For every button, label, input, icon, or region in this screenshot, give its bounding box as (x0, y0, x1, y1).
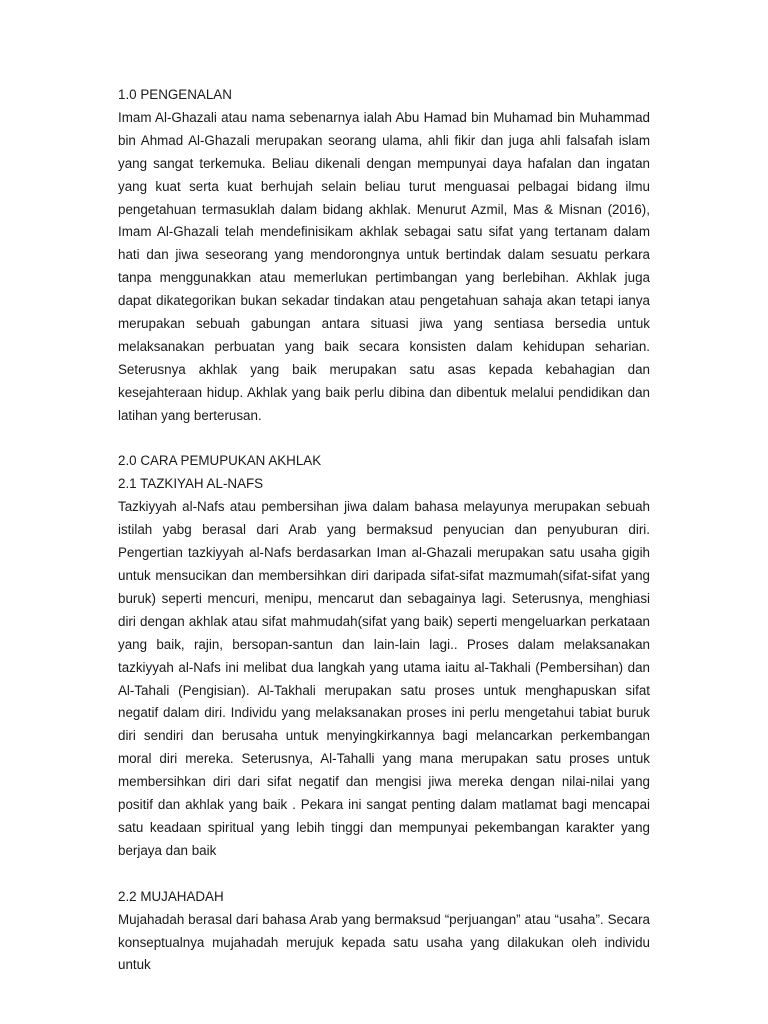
paragraph-tazkiyah: Tazkiyyah al-Nafs atau pembersihan jiwa dalam bahasa melayunya merupakan sebuah istilah yabg berasal dari Arab yang bermaksud penyucian dan penyuburan diri. Pengertian tazkiyyah al-Nafs berdasarkan Iman al-Ghazali merupakan satu usaha gigih untuk mensucikan dan membersihkan diri daripada sifat-sifat mazmumah(sifat-sifat yang buruk) seperti mencuri, menipu, mencarut dan sebagainya lagi. Seterusnya, menghiasi diri dengan akhlak atau sifat mahmudah(sifat yang baik) seperti mengeluarkan perkataan yang baik, rajin, bersopan-santun dan lain-lain lagi.. Proses dalam melaksanakan tazkiyyah al-Nafs ini melibat dua langkah yang utama iaitu al-Takhali (Pembersihan) dan Al-Tahali (Pengisian). Al-Takhali merupakan satu proses untuk menghapuskan sifat negatif dalam diri. Individu yang melaksanakan proses ini perlu mengetahui tabiat buruk diri sendiri dan berusaha untuk menyingkirkannya bagi melancarkan perkembangan moral diri mereka. Seterusnya, Al-Tahalli yang mana merupakan satu proses untuk membersihkan diri dari sifat negatif dan mengisi jiwa mereka dengan nilai-nilai yang positif dan akhlak yang baik . Pekara ini sangat penting dalam matlamat bagi mencapai satu keadaan spiritual yang lebih tinggi dan mempunyai pekembangan karakter yang berjaya dan baik (118, 499, 650, 858)
subsection-heading-tazkiyah: 2.1 TAZKIYAH AL-NAFS (118, 476, 264, 492)
paragraph-pengenalan: Imam Al-Ghazali atau nama sebenarnya ialah Abu Hamad bin Muhamad bin Muhammad bin Ahmad Al-Ghazali merupakan seorang ulama, ahli fikir dan juga ahli falsafah islam yang sangat terkemuka. Beliau dikenali dengan mempunyai daya hafalan dan ingatan yang kuat serta kuat berhujah selain beliau turut menguasai pelbagai bidang ilmu pengetahuan termasuklah dalam bidang akhlak. Menurut Azmil, Mas & Misnan (2016), Imam Al-Ghazali telah mendefinisikam akhlak sebagai satu sifat yang tertanam dalam hati dan jiwa seseorang yang mendorongnya untuk bertindak dalam sesuatu perkara tanpa menggunakkan atau memerlukan pertimbangan yang berlebihan. Akhlak juga dapat dikategorikan bukan sekadar tindakan atau pengetahuan sahaja akan tetapi ianya merupakan sebuah gabungan antara situasi jiwa yang sentiasa bersedia untuk melaksanakan perbuatan yang baik secara konsisten dalam kehidupan seharian. Seterusnya akhlak yang baik merupakan satu asas kepada kebahagian dan kesejahteraan hidup. Akhlak yang baik perlu dibina dan dibentuk melalui pendidikan dan latihan yang berterusan. (118, 109, 650, 423)
section-heading-cara-pemupukan: 2.0 CARA PEMUPUKAN AKHLAK (118, 453, 322, 469)
section-gap (118, 863, 650, 886)
section-heading-pengenalan: 1.0 PENGENALAN (118, 87, 232, 102)
document-page (118, 84, 650, 977)
section-gap (118, 428, 650, 451)
subsection-heading-mujahadah: 2.2 MUJAHADAH (118, 888, 224, 904)
paragraph-mujahadah: Mujahadah berasal dari bahasa Arab yang bermaksud “perjuangan” atau “usaha”. Secara konseptualnya mujahadah merujuk kepada satu usaha yang dilakukan oleh individu untuk (118, 911, 650, 973)
